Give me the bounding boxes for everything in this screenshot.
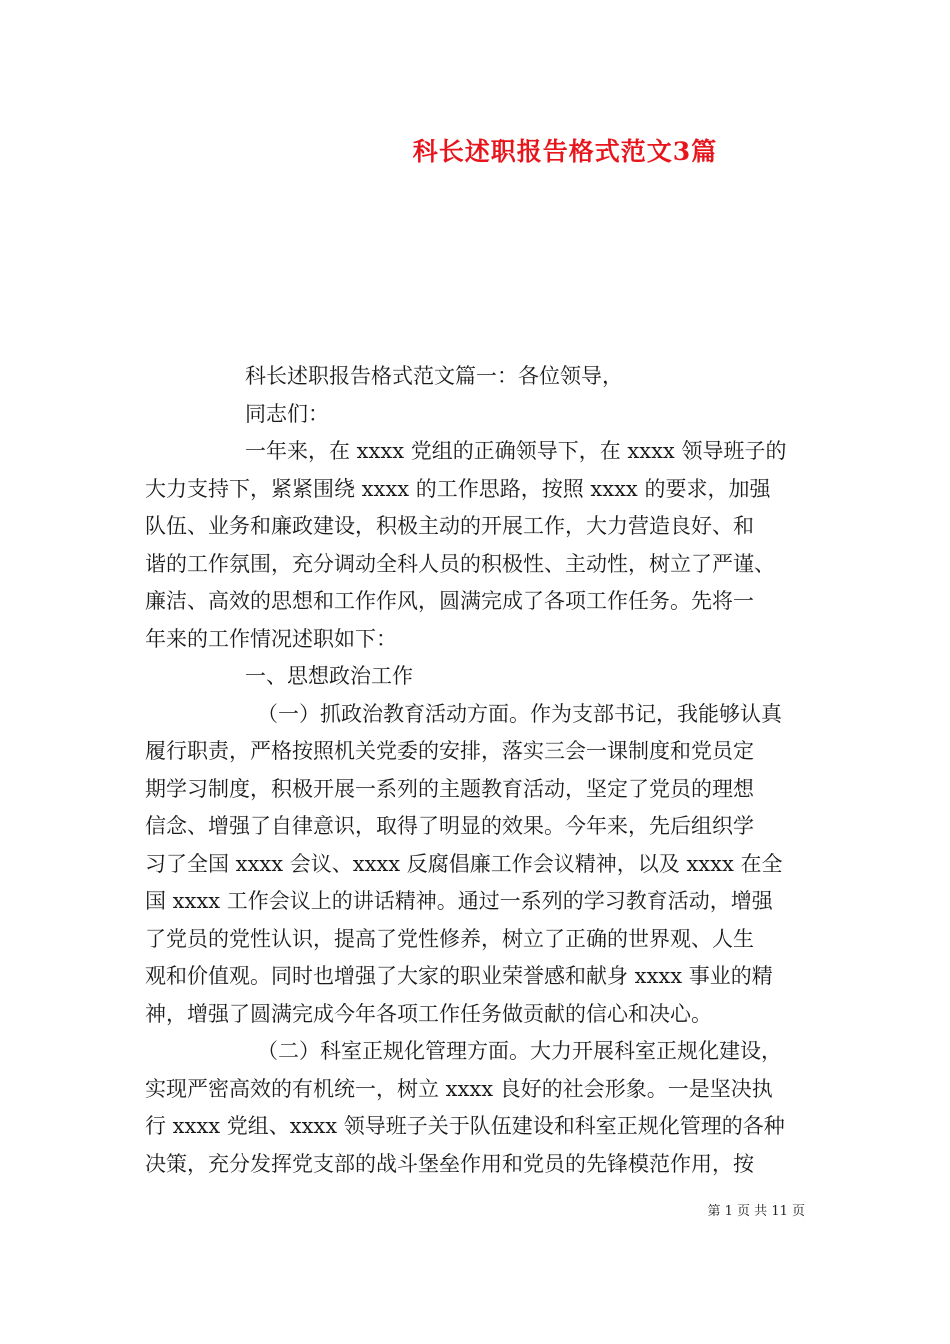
body-line: 谐的工作氛围，充分调动全科人员的积极性、主动性，树立了严谨、 [145,551,775,576]
body-line: 国 xxxx 工作会议上的讲话精神。通过一系列的学习教育活动，增强 [145,889,773,913]
body-line: （二）科室正规化管理方面。大力开展科室正规化建设， [257,1039,782,1063]
body-line: 习了全国 xxxx 会议、xxxx 反腐倡廉工作会议精神，以及 xxxx 在全 [145,851,783,876]
body-line: 期学习制度，积极开展一系列的主题教育活动，坚定了党员的理想 [145,776,754,801]
body-line: 队伍、业务和廉政建设，积极主动的开展工作，大力营造良好、和 [145,514,754,538]
page-number: 第 1 页 共 11 页 [707,1204,805,1219]
body-line: （一）抓政治教育活动方面。作为支部书记，我能够认真 [257,701,782,726]
body-line: 廉洁、高效的思想和工作作风，圆满完成了各项工作任务。先将一 [145,589,754,613]
section-heading: 一、思想政治工作 [245,664,413,688]
body-line: 实现严密高效的有机统一，树立 xxxx 良好的社会形象。一是坚决执 [145,1076,773,1101]
body-line: 大力支持下，紧紧围绕 xxxx 的工作思路，按照 xxxx 的要求，加强 [145,476,771,501]
body-line: 决策，充分发挥党支部的战斗堡垒作用和党员的先锋模范作用，按 [145,1151,754,1176]
body-line: 科长述职报告格式范文篇一：各位领导， [245,364,623,388]
body-line: 了党员的党性认识，提高了党性修养，树立了正确的世界观、人生 [145,926,754,951]
body-line: 神，增强了圆满完成今年各项工作任务做贡献的信心和决心。 [145,1001,712,1026]
body-line: 年来的工作情况述职如下： [145,626,397,651]
body-line: 信念、增强了自律意识，取得了明显的效果。今年来，先后组织学 [145,814,754,838]
body-line: 履行职责，严格按照机关党委的安排，落实三会一课制度和党员定 [145,739,754,763]
body-line: 行 xxxx 党组、xxxx 领导班子关于队伍建设和科室正规化管理的各种 [145,1114,785,1138]
document-body [145,358,825,1183]
document-title: 科长述职报告格式范文3篇 [412,137,718,166]
body-line: 观和价值观。同时也增强了大家的职业荣誉感和献身 xxxx 事业的精 [145,964,773,988]
body-line: 一年来，在 xxxx 党组的正确领导下，在 xxxx 领导班子的 [245,439,787,463]
body-line: 同志们： [245,401,329,426]
